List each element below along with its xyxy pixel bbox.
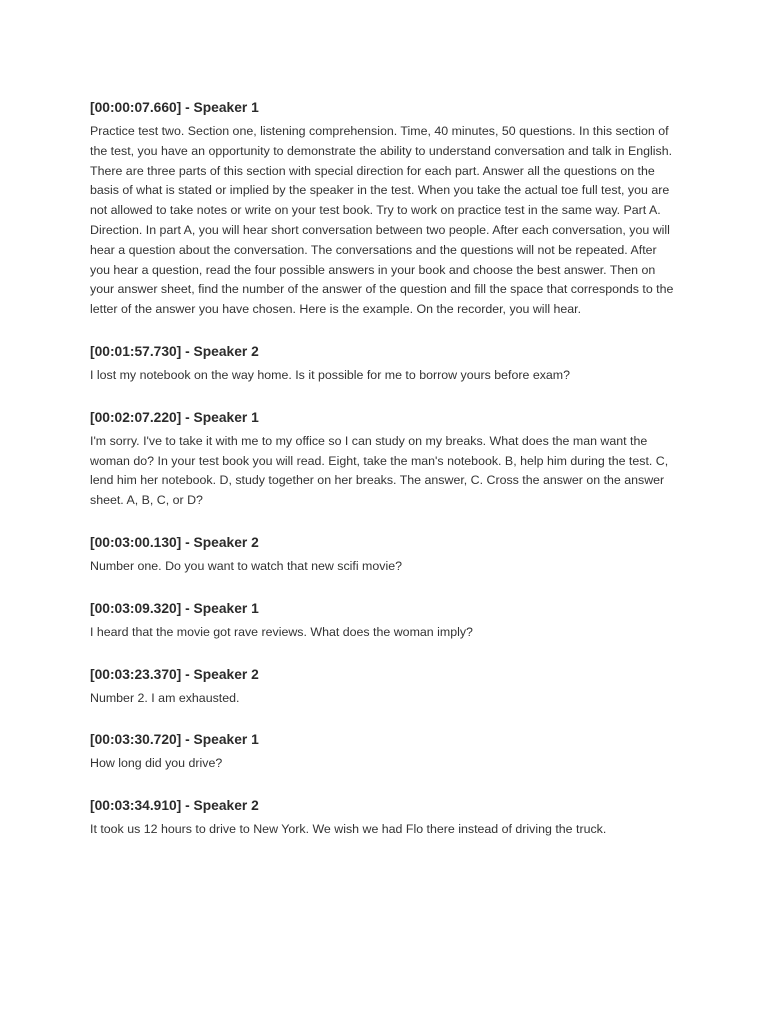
timestamp: [00:03:34.910] [90, 798, 182, 814]
timestamp: [00:00:07.660] [90, 100, 182, 115]
entry-text: I lost my notebook on the way home. Is it possible for me to borrow yours before exam? [90, 367, 571, 382]
transcript-entry [90, 98, 680, 320]
entry-header: [00:03:00.130] - Speaker 2 [90, 534, 259, 550]
speaker-name: Speaker 1 [193, 600, 259, 616]
speaker-name: Speaker 2 [193, 534, 259, 550]
entry-header: [00:03:09.320] - Speaker 1 [90, 600, 259, 616]
entry-header: [00:00:07.660] - Speaker 1 [90, 100, 259, 115]
timestamp: [00:03:23.370] [90, 666, 182, 682]
transcript-entry [90, 665, 680, 709]
transcript-entry [90, 533, 680, 577]
transcript-entry [90, 408, 680, 511]
entry-text: It took us 12 hours to drive to New York. We wish we had Flo there instead of driving the truck. [90, 822, 607, 837]
entry-header: [00:03:23.370] - Speaker 2 [90, 666, 259, 682]
entry-text: I heard that the movie got rave reviews. What does the woman imply? [90, 624, 473, 639]
timestamp: [00:01:57.730] [90, 343, 182, 359]
timestamp: [00:03:09.320] [90, 600, 182, 616]
entry-text: I'm sorry. I've to take it with me to my office so I can study on my breaks. What does the man want the woman do? In your test book you will read. Eight, take the man's notebook. B, help him during the test. C, lend him her notebook. D, study together on her breaks. The answer, C. Cross the answer on the answer sheet. A, B, C, or D? [90, 433, 669, 508]
speaker-name: Speaker 1 [193, 100, 259, 115]
entry-text: Number one. Do you want to watch that new scifi movie? [90, 558, 402, 573]
entry-header: [00:01:57.730] - Speaker 2 [90, 343, 259, 359]
speaker-name: Speaker 2 [193, 343, 259, 359]
transcript-entry [90, 342, 680, 386]
entry-text: Practice test two. Section one, listening comprehension. Time, 40 minutes, 50 questions. In this section of the test, you have an opportunity to demonstrate the ability to understand conversation and talk in English. There are three parts of this section with special direction for each part. Answer all the questions on the basis of what is stated or implied by the speaker in the test. When you take the actual toe full test, you are not allowed to take notes or write on your test book. Try to work on practice test in the same way. Part A. Direction. In part A, you will hear short conversation between two people. After each conversation, you will hear a question about the conversation. The conversations and the questions will not be repeated. After you hear a question, read the four possible answers in your book and choose the best answer. Then on your answer sheet, find the number of the answer of the question and fill the space that corresponds to the letter of the answer you have chosen. Here is the example. On the recorder, you will hear. [90, 124, 674, 317]
timestamp: [00:03:30.720] [90, 732, 182, 748]
entry-text: How long did you drive? [90, 756, 223, 771]
speaker-name: Speaker 1 [193, 409, 259, 425]
transcript-entry [90, 599, 680, 643]
entry-header: [00:03:34.910] - Speaker 2 [90, 798, 259, 814]
speaker-name: Speaker 1 [193, 732, 259, 748]
entry-header: [00:03:30.720] - Speaker 1 [90, 732, 259, 748]
timestamp: [00:03:00.130] [90, 534, 182, 550]
speaker-name: Speaker 2 [193, 666, 259, 682]
entry-text: Number 2. I am exhausted. [90, 690, 240, 705]
transcript-entry [90, 730, 680, 774]
timestamp: [00:02:07.220] [90, 409, 182, 425]
entry-header: [00:02:07.220] - Speaker 1 [90, 409, 259, 425]
speaker-name: Speaker 2 [193, 798, 259, 814]
transcript-entry [90, 796, 680, 840]
